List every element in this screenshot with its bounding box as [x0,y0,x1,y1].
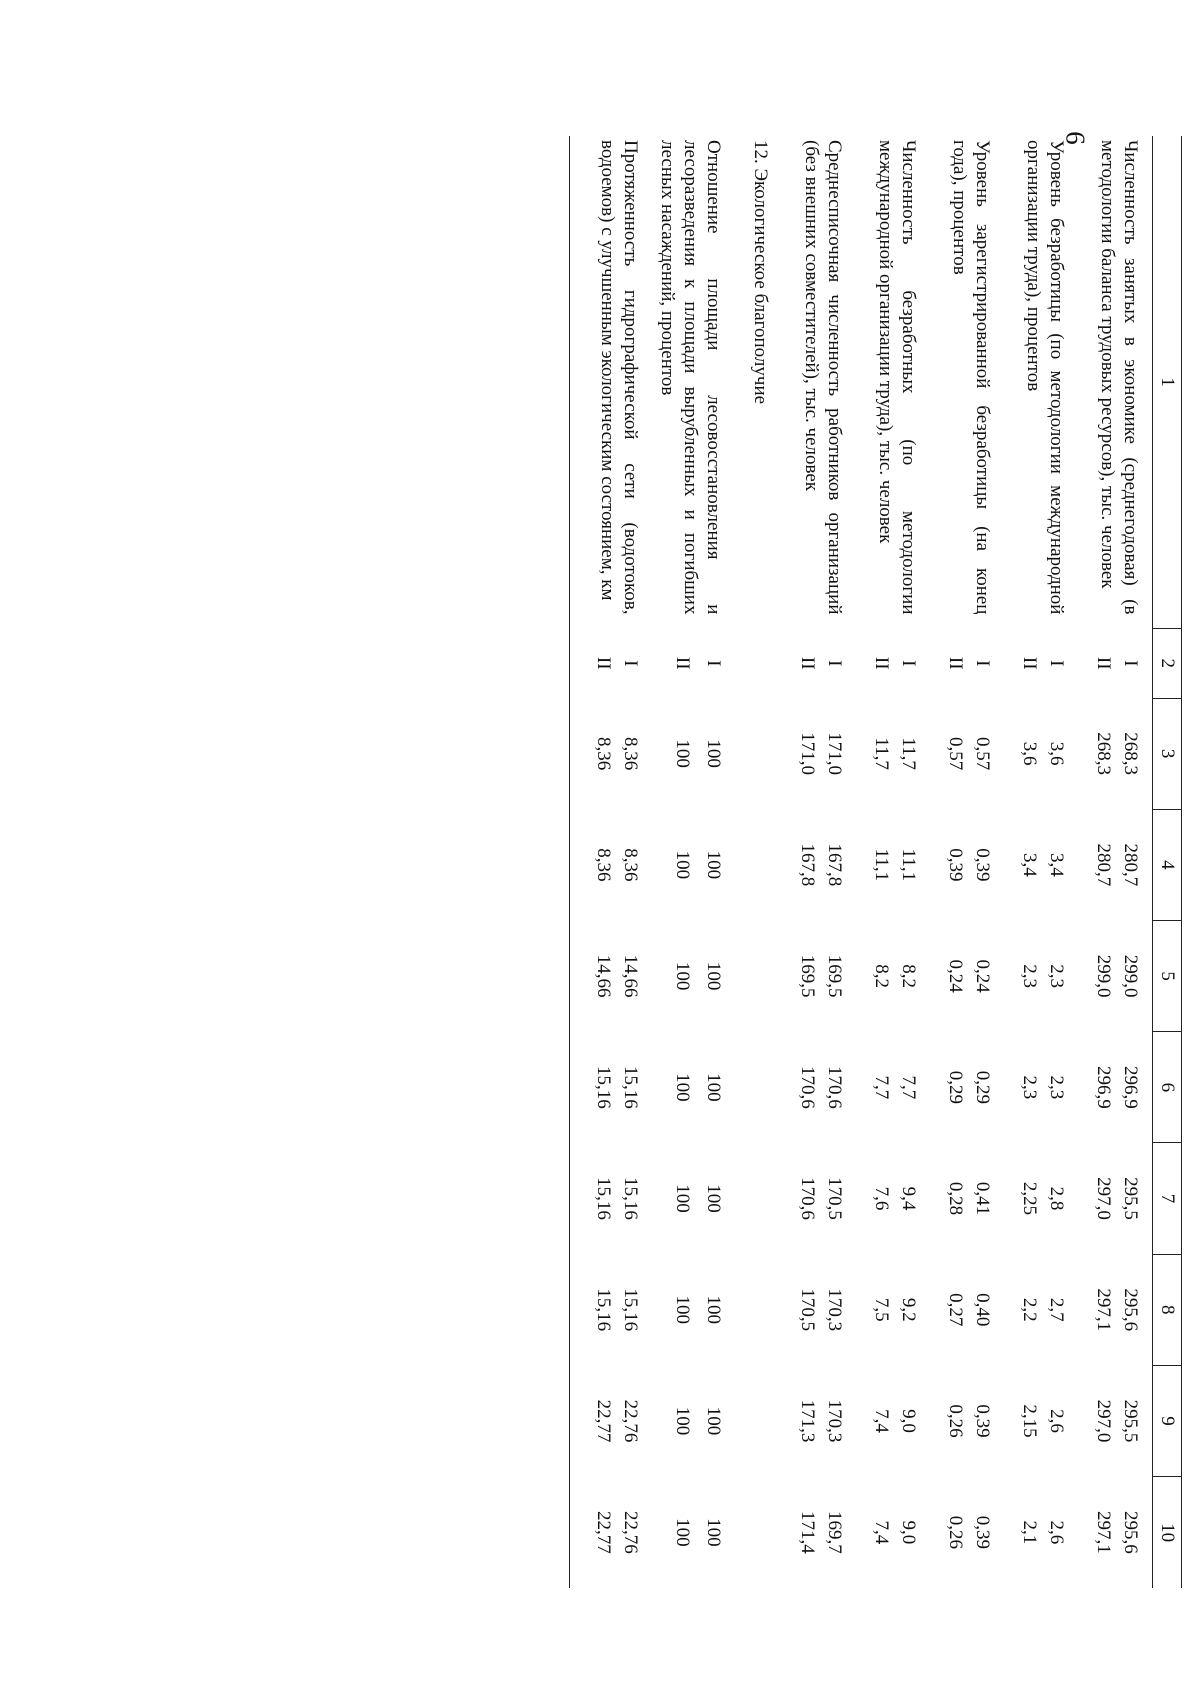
value-cell: 100 [671,961,693,991]
column-header-9: 9 [1153,1365,1182,1476]
indicator-table-container [569,136,1182,1588]
value-cell: 2,15 [1019,1404,1040,1438]
value-cell: 100 [703,1073,724,1102]
value-cell: 8,36 [570,809,618,920]
value-cell: 7,7 [898,1075,919,1100]
value-cell: 280,7 [1093,843,1114,887]
value-cell: 299,0 [1120,954,1141,998]
value-cell: 100 [671,1295,693,1325]
value-cell: 7,4 [871,1409,892,1433]
value-cell: 11,1 [898,848,919,882]
value-cell: 280,7 [1120,843,1141,887]
table-row [1117,136,1153,1588]
value-cell: 9,0 [898,1409,919,1433]
value-cell: 295,6 [1120,1288,1141,1332]
value-cell: 14,66 [620,954,641,998]
value-cell: 2,3 [1046,964,1067,988]
value-cell: 15,16 [620,1177,641,1220]
value-cell: 171,0 [824,732,845,775]
variant-cell: I [703,660,724,667]
value-cell: 170,6 [797,1065,818,1109]
value-cell: 2,7 [1046,1297,1067,1322]
variant-cell: I [620,660,641,667]
column-header-6: 6 [1153,1032,1182,1143]
variant-cell: II [1093,656,1114,670]
value-cell: 0,26 [945,1515,966,1549]
value-cell: 15,16 [570,1032,618,1143]
value-cell: 169,5 [797,954,818,998]
value-cell: 268,3 [1120,732,1141,775]
value-cell: 2,3 [1019,964,1040,988]
value-cell: 22,76 [620,1510,641,1554]
value-cell: 11,1 [871,848,892,882]
value-cell: 170,5 [797,1288,818,1332]
value-cell: 0,39 [945,848,966,882]
value-cell: 296,9 [1120,1065,1141,1109]
value-cell: 100 [703,1518,724,1547]
value-cell: 3,6 [1019,741,1040,766]
value-cell: 2,3 [1046,1075,1067,1100]
indicator-label: Уровень безработицы (по методологии международной организации труда), процентов [1023,140,1067,615]
value-cell: 268,3 [1093,732,1114,775]
column-header-10: 10 [1153,1477,1182,1588]
value-cell: 169,7 [824,1510,845,1554]
value-cell: 170,6 [797,1177,818,1220]
value-cell: 7,7 [871,1075,892,1100]
value-cell: 7,6 [871,1186,892,1211]
value-cell: 0,41 [972,1181,993,1216]
value-cell: 0,57 [972,736,993,771]
value-cell: 100 [703,961,724,991]
value-cell: 167,8 [797,843,818,887]
value-cell: 100 [671,1406,693,1436]
value-cell: 7,4 [871,1520,892,1545]
value-cell: 15,16 [570,1254,618,1365]
table-row [696,136,735,1588]
header-row [1153,136,1182,1588]
table-body [570,136,1153,1588]
value-cell: 100 [703,1184,724,1213]
value-cell: 2,6 [1046,1520,1067,1545]
value-cell: 2,8 [1046,1186,1067,1211]
indicator-label: Уровень зарегистрированной безработицы (на конец года), процентов [949,140,993,615]
indicator-label: Численность занятых в экономике (среднегодовая) (в методологии баланса трудовых ресурсов), тыс. человек [1097,140,1141,615]
value-cell: 22,76 [620,1399,641,1443]
value-cell: 171,0 [797,732,818,775]
value-cell: 171,4 [797,1510,818,1554]
variant-cell: II [570,628,618,698]
value-cell: 2,1 [1019,1520,1040,1545]
value-cell: 100 [703,1295,724,1325]
variant-cell: I [972,660,993,667]
value-cell: 170,6 [824,1065,845,1109]
value-cell: 169,5 [824,954,845,998]
value-cell: 170,3 [824,1399,845,1443]
value-cell: 11,7 [898,737,919,770]
value-cell: 22,77 [570,1477,618,1588]
value-cell: 0,39 [972,848,993,882]
page-number: 6 [1060,131,1091,145]
value-cell: 22,77 [570,1365,618,1476]
variant-cell: I [898,660,919,667]
value-cell: 2,3 [1019,1075,1040,1100]
value-cell: 2,6 [1046,1409,1067,1433]
value-cell: 297,1 [1093,1510,1114,1554]
section-row [735,136,782,1588]
column-header-4: 4 [1153,809,1182,920]
value-cell: 100 [703,739,724,768]
value-cell: 2,25 [1019,1181,1040,1216]
value-cell: 8,36 [570,698,618,809]
value-cell: 11,7 [871,737,892,770]
column-header-1: 1 [1153,136,1182,628]
value-cell: 296,9 [1093,1065,1114,1109]
value-cell: 15,16 [620,1288,641,1332]
value-cell: 7,5 [871,1297,892,1322]
value-cell: 170,5 [824,1177,845,1220]
value-cell: 297,0 [1093,1177,1114,1220]
value-cell: 100 [703,850,724,880]
value-cell: 299,0 [1093,954,1114,998]
variant-cell: I [824,660,845,667]
table-header [1153,136,1182,1588]
value-cell: 295,6 [1120,1510,1141,1554]
variant-cell: II [1019,656,1040,670]
value-cell: 9,2 [898,1297,919,1322]
value-cell: 8,36 [620,848,641,882]
value-cell: 170,3 [824,1288,845,1332]
column-header-3: 3 [1153,698,1182,809]
variant-cell: I [1046,660,1067,667]
value-cell: 9,0 [898,1520,919,1545]
variant-cell: II [671,656,693,670]
value-cell: 8,2 [898,964,919,988]
value-cell: 0,40 [972,1293,993,1327]
value-cell: 100 [671,1073,693,1102]
value-cell: 0,27 [945,1293,966,1327]
variant-cell: II [871,656,892,670]
column-header-5: 5 [1153,920,1182,1031]
table-row [895,136,930,1588]
value-cell: 100 [671,739,693,768]
value-cell: 3,4 [1019,852,1040,877]
table-row [1043,136,1078,1588]
value-cell: 14,66 [570,920,618,1031]
value-cell: 3,4 [1046,852,1067,877]
variant-cell: II [797,656,818,670]
indicator-label: Протяженность гидрографической сети (водотоков, водоемов) с улучшенным экологическим состоянием, км [570,136,653,628]
value-cell: 295,5 [1120,1177,1141,1220]
value-cell: 171,3 [797,1399,818,1443]
value-cell: 0,29 [945,1070,966,1104]
indicator-label: Отношение площади лесовосстановления и лесоразведения к площади вырубленных и погибших лесных насаждений, процентов [657,140,724,615]
column-header-7: 7 [1153,1143,1182,1254]
variant-cell: II [945,656,966,670]
value-cell: 295,5 [1120,1399,1141,1443]
value-cell: 0,24 [972,959,993,993]
value-cell: 8,2 [871,964,892,988]
value-cell: 297,0 [1093,1399,1114,1443]
indicator-table [569,136,1182,1588]
value-cell: 100 [671,1184,693,1213]
value-cell: 2,2 [1019,1297,1040,1322]
column-header-8: 8 [1153,1254,1182,1365]
value-cell: 297,1 [1093,1288,1114,1332]
table-row [821,136,856,1588]
section-title: 12. Экологическое благополучие [750,140,771,405]
indicator-label: Среднесписочная численность работников организаций (без внешних совместителей), тыс. человек [801,140,845,615]
value-cell: 100 [703,1406,724,1436]
value-cell: 8,36 [620,736,641,771]
table-row [969,136,1004,1588]
value-cell: 0,29 [972,1070,993,1104]
column-header-2: 2 [1153,628,1182,698]
variant-cell: I [1120,660,1141,667]
value-cell: 3,6 [1046,741,1067,766]
value-cell: 9,4 [898,1186,919,1211]
value-cell: 15,16 [620,1065,641,1109]
value-cell: 0,57 [945,736,966,771]
value-cell: 100 [671,850,693,880]
value-cell: 0,26 [945,1404,966,1438]
value-cell: 0,39 [972,1404,993,1438]
value-cell: 0,39 [972,1515,993,1549]
indicator-label: Численность безработных (по методологии международной организации труда), тыс. человек [875,140,919,615]
table-row [617,136,652,1588]
value-cell: 100 [671,1518,693,1547]
value-cell: 0,28 [945,1181,966,1216]
value-cell: 15,16 [570,1143,618,1254]
value-cell: 167,8 [824,843,845,887]
value-cell: 0,24 [945,959,966,993]
